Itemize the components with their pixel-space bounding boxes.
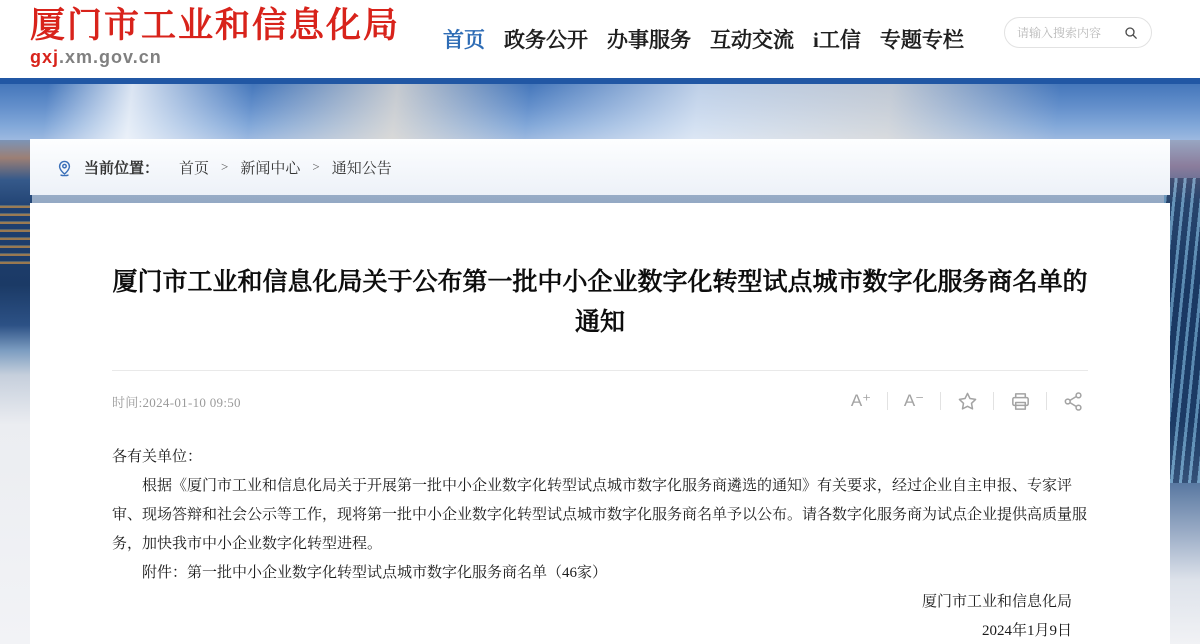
site-logo[interactable] bbox=[30, 6, 400, 68]
site-domain-suffix: .xm.gov.cn bbox=[59, 47, 162, 67]
toolbar-divider bbox=[1046, 392, 1047, 410]
article-meta-row bbox=[112, 385, 1088, 417]
star-outline-icon bbox=[956, 390, 979, 413]
banner-sky-image bbox=[0, 84, 1200, 140]
nav-item-special-topics[interactable]: 专题专栏 bbox=[879, 28, 964, 52]
article-card bbox=[30, 203, 1170, 644]
breadcrumb-item-home[interactable]: 首页 bbox=[179, 160, 210, 177]
nav-item-interaction[interactable]: 互动交流 bbox=[710, 28, 794, 52]
font-increase-button[interactable]: A⁺ bbox=[846, 388, 876, 414]
search-box bbox=[1004, 17, 1152, 48]
location-pin-icon bbox=[55, 158, 74, 177]
breadcrumb-label: 当前位置： bbox=[84, 160, 160, 177]
share-nodes-icon bbox=[1062, 390, 1085, 413]
printer-icon bbox=[1009, 390, 1032, 413]
article-toolbar bbox=[846, 388, 1088, 414]
nav-item-services[interactable]: 办事服务 bbox=[607, 28, 691, 52]
breadcrumb-separator: > bbox=[312, 159, 320, 174]
site-name: 厦门市工业和信息化局 bbox=[30, 6, 401, 45]
share-button[interactable] bbox=[1058, 388, 1088, 414]
salutation: 各有关单位： bbox=[112, 449, 203, 465]
attachment-link[interactable]: 附件：第一批中小企业数字化转型试点城市数字化服务商名单（46家） bbox=[142, 565, 608, 581]
background-city-left bbox=[0, 140, 32, 644]
site-domain-prefix: gxj bbox=[30, 47, 60, 67]
article-paragraph: 根据《厦门市工业和信息化局关于开展第一批中小企业数字化转型试点城市数字化服务商遴选的通知》有关要求，经过企业自主申报、专家评审、现场答辩和社会公示等工作，现将第一批中小企业数字化转型试点城市数字化服务商名单予以公布。请各数字化服务商为试点企业提供高质量服务，加快我市中小企业数字化转型进程。 bbox=[112, 478, 1088, 552]
breadcrumb-item-news-center[interactable]: 新闻中心 bbox=[240, 160, 301, 177]
font-decrease-button[interactable]: A⁻ bbox=[899, 388, 929, 414]
toolbar-divider bbox=[993, 392, 994, 410]
magnifier-icon[interactable] bbox=[1123, 25, 1139, 41]
search-input[interactable] bbox=[1017, 26, 1123, 40]
header-accent-bar bbox=[0, 78, 1200, 84]
favorite-button[interactable] bbox=[952, 388, 982, 414]
toolbar-divider bbox=[940, 392, 941, 410]
signature-name: 厦门市工业和信息化局 bbox=[921, 594, 1072, 610]
signature-date: 2024年1月9日 bbox=[981, 623, 1072, 639]
toolbar-divider bbox=[887, 392, 888, 410]
title-divider bbox=[112, 370, 1088, 371]
nav-item-i-industry[interactable]: i工信 bbox=[813, 28, 861, 52]
breadcrumb-separator: > bbox=[221, 159, 229, 174]
nav-item-gov-disclosure[interactable]: 政务公开 bbox=[504, 28, 588, 52]
article-body bbox=[112, 443, 1088, 644]
nav-item-home[interactable]: 首页 bbox=[443, 28, 485, 52]
breadcrumb bbox=[30, 139, 1170, 195]
site-domain bbox=[30, 47, 400, 68]
site-header bbox=[0, 0, 1200, 78]
print-button[interactable] bbox=[1005, 388, 1035, 414]
publish-time: 时间:2024-01-10 09:50 bbox=[112, 394, 241, 410]
article-title: 厦门市工业和信息化局关于公布第一批中小企业数字化转型试点城市数字化服务商名单的通知 bbox=[112, 269, 1088, 336]
main-nav bbox=[443, 0, 964, 78]
breadcrumb-item-notices[interactable]: 通知公告 bbox=[331, 160, 392, 177]
